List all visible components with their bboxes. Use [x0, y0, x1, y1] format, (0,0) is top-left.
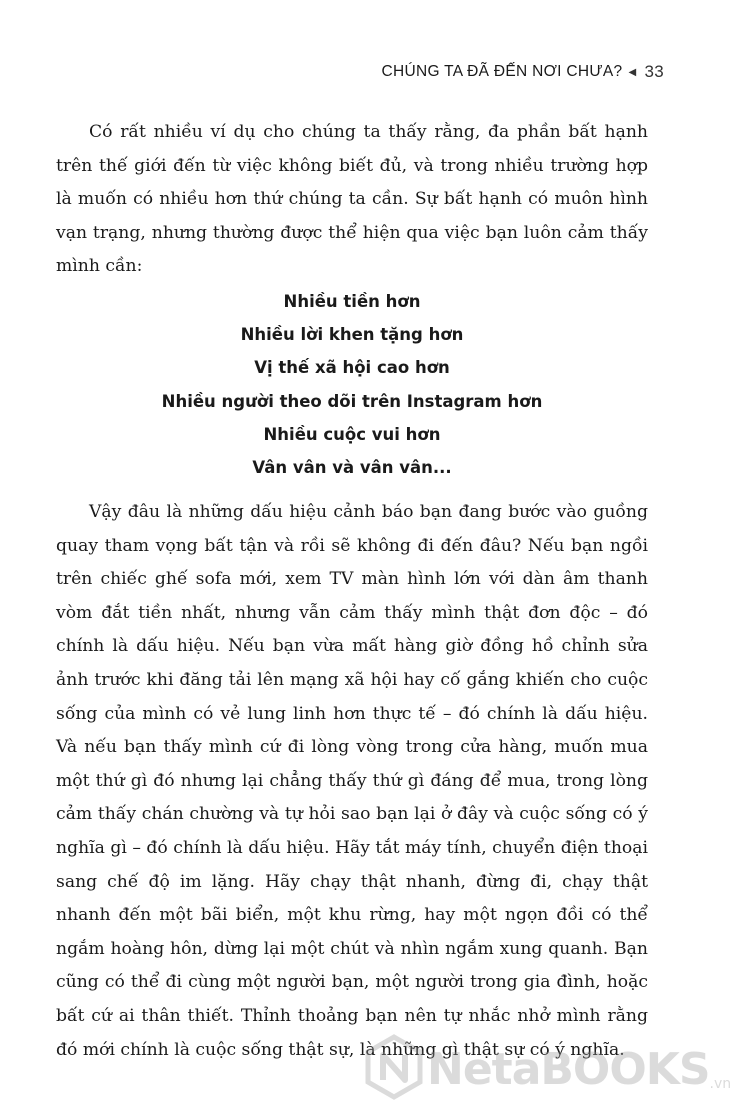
left-triangle-icon: ◀ [628, 66, 637, 78]
needs-list [56, 285, 648, 484]
body-paragraph: Có rất nhiều ví dụ cho chúng ta thấy rằng, đa phần bất hạnh trên thế giới đến từ việc không biết đủ, và trong nhiều trường hợp là muốn có nhiều hơn thứ chúng ta cần. Sự bất hạnh có muôn hình vạn trạng, nhưng thường được thể hiện qua việc bạn luôn cảm thấy mình cần: [56, 122, 648, 277]
list-item: Nhiều người theo dõi trên Instagram hơn [161, 391, 543, 411]
list-item: Vân vân và vân vân... [252, 458, 452, 478]
body-paragraph: Vậy đâu là những dấu hiệu cảnh báo bạn đang bước vào guồng quay tham vọng bất tận và rồi sẽ không đi đến đâu? Nếu bạn ngồi trên chiếc ghế sofa mới, xem TV màn hình lớn với dàn âm thanh vòm đắt tiền nhất, nhưng vẫn cảm thấy mình thật đơn độc – đó chính là dấu hiệu. Nếu bạn vừa mất hàng giờ đồng hồ chỉnh sửa ảnh trước khi đăng tải lên mạng xã hội hay cố gắng khiến cho cuộc sống của mình có vẻ lung linh hơn thực tế – đó chính là dấu hiệu. Và nếu bạn thấy mình cứ đi lòng vòng trong cửa hàng, muốn mua một thứ gì đó nhưng lại chẳng thấy thứ gì đáng để mua, trong lòng cảm thấy chán chường và tự hỏi sao bạn lại ở đây và cuộc sống có ý nghĩa gì – đó chính là dấu hiệu. Hãy tắt máy tính, chuyển điện thoại sang chế độ im lặng. Hãy chạy thật nhanh, đừng đi, chạy thật nhanh đến một bãi biển, một khu rừng, hay một ngọn đồi có thể ngắm hoàng hôn, dừng lại một chút và nhìn ngắm xung quanh. Bạn cũng có thể đi cùng một người bạn, một người trong gia đình, hoặc bất cứ ai thân thiết. Thỉnh thoảng bạn nên tự nhắc nhở mình rằng đó mới chính là cuộc sống thật sự, là những gì thật sự có ý nghĩa. [56, 502, 648, 1060]
list-item: Vị thế xã hội cao hơn [254, 358, 450, 378]
list-item: Nhiều lời khen tặng hơn [240, 325, 464, 345]
netabooks-logo-icon [365, 1035, 423, 1104]
running-header [381, 62, 664, 82]
watermark-brand: NetaBOOKS [427, 1044, 710, 1095]
page-number: 33 [644, 62, 664, 81]
list-item: Nhiều tiền hơn [283, 292, 421, 311]
chapter-title: CHÚNG TA ĐÃ ĐẾN NƠI CHƯA? [381, 63, 623, 80]
watermark [365, 1035, 731, 1104]
watermark-suffix: .vn [709, 1076, 731, 1092]
list-item: Nhiều cuộc vui hơn [263, 424, 441, 444]
